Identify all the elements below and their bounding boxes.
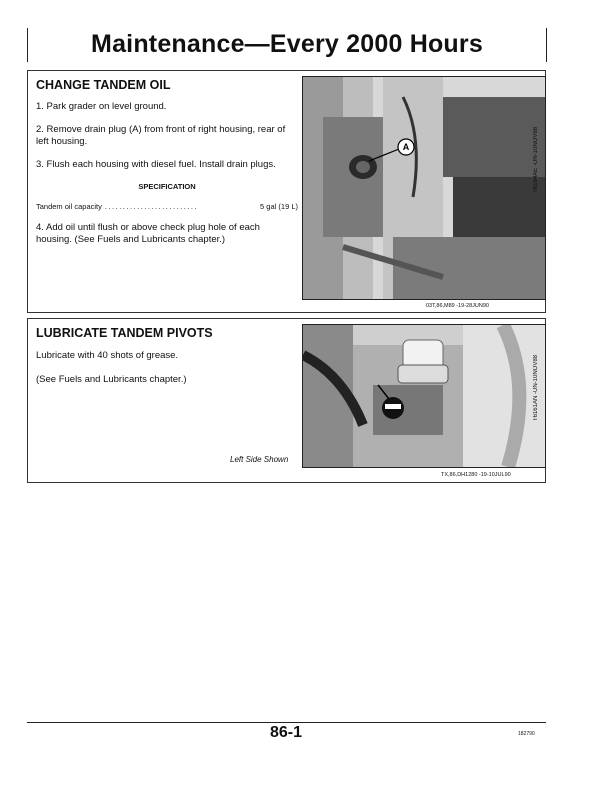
figure-code: T6164AE -UN-10NOV88 <box>533 127 539 193</box>
step-1: 1. Park grader on level ground. <box>36 101 167 112</box>
reference-code: TX,86,DH1280 -19-10JUL90 <box>441 472 511 478</box>
footer-rule <box>27 722 546 723</box>
section-title: LUBRICATE TANDEM PIVOTS <box>36 326 213 340</box>
figure-code: T6161AN -UN-10NOV88 <box>533 355 539 422</box>
step-2: 2. Remove drain plug (A) from front of right housing, rear of left housing. <box>36 124 286 147</box>
tandem-pivot-photo <box>302 324 546 468</box>
section-lubricate-tandem-pivots <box>27 318 546 483</box>
section-title: CHANGE TANDEM OIL <box>36 78 171 92</box>
page-title: Maintenance—Every 2000 Hours <box>91 30 483 58</box>
step-3: 3. Flush each housing with diesel fuel. Install drain plugs. <box>36 159 276 170</box>
spec-label: Tandem oil capacity <box>36 202 102 211</box>
spec-row <box>36 202 298 211</box>
reference-line: (See Fuels and Lubricants chapter.) <box>36 374 187 385</box>
instruction-line: Lubricate with 40 shots of grease. <box>36 350 179 361</box>
step-4: 4. Add oil until flush or above check plug hole of each housing. (See Fuels and Lubricants chapter.) <box>36 222 260 245</box>
callout-label: A <box>402 142 410 152</box>
spec-heading: SPECIFICATION <box>138 182 196 191</box>
page-number: 86-1 <box>270 724 303 741</box>
footer-code: 182790 <box>518 731 535 737</box>
reference-code: 03T,86,M89 -19-28JUN90 <box>426 303 489 309</box>
spec-leader-dots: .......................... <box>104 202 199 211</box>
photo-caption: Left Side Shown <box>230 455 289 464</box>
section-change-tandem-oil <box>27 70 546 313</box>
spec-value: 5 gal (19 L) <box>260 202 298 211</box>
drain-plug-photo <box>302 76 546 300</box>
